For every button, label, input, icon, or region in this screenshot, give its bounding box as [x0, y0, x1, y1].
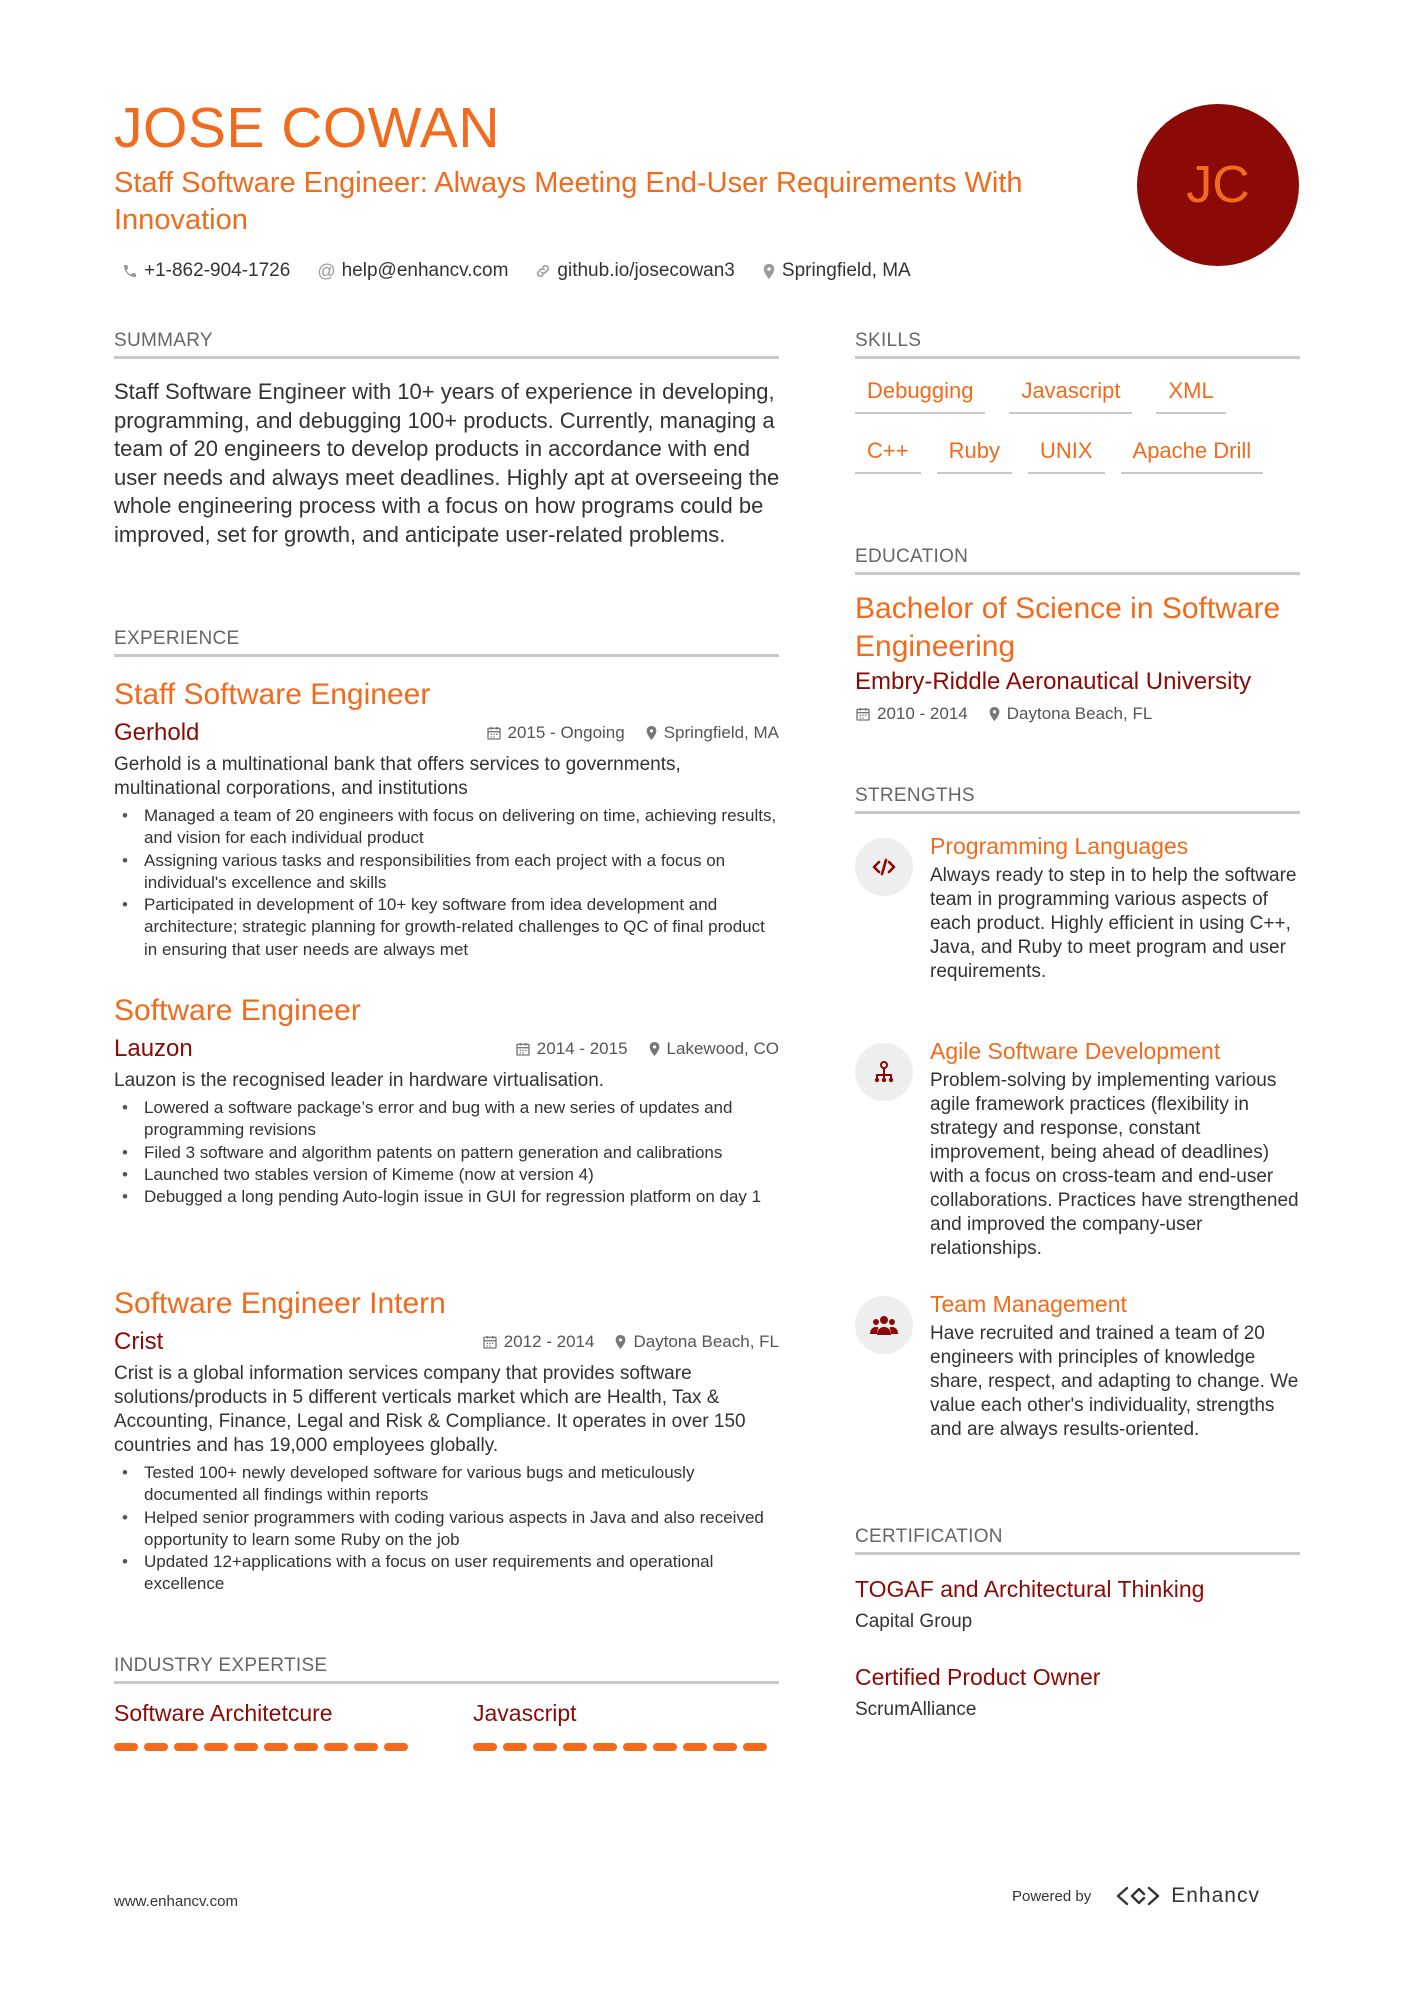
bullet-item: • Lowered a software package’s error and bug with a new series of updates and programming revisions: [114, 1097, 779, 1142]
expertise-level-bar: [114, 1743, 414, 1751]
calendar-icon: [855, 706, 871, 722]
strength-title: Programming Languages: [930, 833, 1189, 859]
skills-list: [855, 378, 1305, 498]
certification-item: [855, 1664, 1305, 1721]
experience-heading: EXPERIENCE: [114, 628, 779, 657]
certification-title: TOGAF and Architectural Thinking: [855, 1576, 1205, 1602]
bullet-item: • Assigning various tasks and responsibilities from each project with a focus on individual's excellence and skills: [114, 850, 779, 895]
calendar-icon: [515, 1041, 531, 1057]
certification-issuer: Capital Group: [855, 1611, 973, 1632]
summary-heading: SUMMARY: [114, 330, 779, 359]
job-title: Software Engineer Intern: [114, 1287, 446, 1320]
level-dot: [324, 1743, 348, 1751]
level-dot: [354, 1743, 378, 1751]
expertise-label: Javascript: [473, 1700, 577, 1726]
job-dates: 2015 - Ongoing: [486, 723, 625, 743]
location-pin-icon: [762, 263, 776, 280]
certification-item: [855, 1576, 1305, 1633]
calendar-icon: [482, 1334, 498, 1350]
job-title: Software Engineer: [114, 994, 361, 1027]
level-dot: [114, 1743, 138, 1751]
company-name: Lauzon: [114, 1035, 193, 1062]
skill-tag: Debugging: [855, 378, 985, 414]
skill-tag: Javascript: [1009, 378, 1132, 414]
school-name: Embry-Riddle Aeronautical University: [855, 668, 1252, 695]
company-name: Crist: [114, 1328, 164, 1355]
bullet-item: • Tested 100+ newly developed software for various bugs and meticulously documented all findings within reports: [114, 1462, 779, 1507]
summary-text: Staff Software Engineer with 10+ years of experience in developing, programming, and debugging 100+ products. Currently, managing a team of 20 engineers to develop products in accordance with end user needs and always meet deadlines. Highly apt at overseeing the whole engineering process with a focus on how programs could be improved, set for growth, and anticipate user-related problems.: [114, 379, 780, 547]
job-location: Daytona Beach, FL: [614, 1332, 779, 1352]
powered-by-label: Powered by: [1012, 1887, 1092, 1905]
industry-expertise-heading: INDUSTRY EXPERTISE: [114, 1655, 779, 1684]
skills-heading: SKILLS: [855, 330, 1300, 359]
email-text: help@enhancv.com: [341, 260, 509, 281]
level-dot: [743, 1743, 767, 1751]
bullet-item: • Launched two stables version of Kimeme (now at version 4): [114, 1164, 779, 1186]
level-dot: [713, 1743, 737, 1751]
skill-tag: Apache Drill: [1121, 438, 1264, 474]
level-dot: [623, 1743, 647, 1751]
certification-title: Certified Product Owner: [855, 1664, 1101, 1690]
phone-text: +1-862-904-1726: [144, 260, 291, 281]
calendar-icon: [486, 725, 502, 741]
bullet-item: • Filed 3 software and algorithm patents on pattern generation and calibrations: [114, 1142, 779, 1164]
contact-email[interactable]: [317, 260, 508, 282]
level-dot: [503, 1743, 527, 1751]
location-pin-icon: [645, 725, 658, 741]
job-bullets: [114, 1462, 779, 1596]
level-dot: [264, 1743, 288, 1751]
expertise-label: Software Architetcure: [114, 1700, 333, 1726]
candidate-name: JOSE COWAN: [114, 96, 501, 160]
bullet-item: • Managed a team of 20 engineers with focus on delivering on time, achieving results, and vision for each individual product: [114, 805, 779, 850]
job-entry: [114, 1286, 779, 1596]
education-heading: EDUCATION: [855, 546, 1300, 575]
brand-logo[interactable]: [1115, 1884, 1260, 1908]
education-location: Daytona Beach, FL: [988, 704, 1153, 724]
job-bullets: [114, 1097, 779, 1208]
job-dates: 2012 - 2014: [482, 1332, 595, 1352]
hierarchy-icon: [855, 1043, 913, 1101]
code-icon: [855, 838, 913, 896]
strengths-heading: STRENGTHS: [855, 785, 1300, 814]
avatar: [1137, 104, 1299, 266]
strength-description: Always ready to step in to help the software team in programming various aspects of each product. Highly efficient in using C++, Java, and Ruby to meet program and user requirements.: [930, 865, 1297, 982]
bullet-item: • Participated in development of 10+ key software from idea development and architecture; strategic planning for growth-related challenges to QC of final product in ensuring that user needs are always met: [114, 894, 779, 961]
certification-heading: CERTIFICATION: [855, 1526, 1300, 1555]
expertise-item: [114, 1700, 414, 1751]
expertise-level-bar: [473, 1743, 773, 1751]
footer-branding: [1012, 1884, 1260, 1908]
degree: Bachelor of Science in Software Engineering: [855, 592, 1281, 663]
company-description: Lauzon is the recognised leader in hardware virtualisation.: [114, 1070, 605, 1091]
skill-tag: C++: [855, 438, 921, 474]
brand-name: Enhancv: [1171, 1884, 1260, 1907]
bullet-item: • Helped senior programmers with coding various aspects in Java and also received opportunity to learn some Ruby on the job: [114, 1507, 779, 1552]
at-icon: @: [317, 260, 336, 281]
bullet-item: • Updated 12+applications with a focus on user requirements and operational excellence: [114, 1551, 779, 1596]
contact-website[interactable]: [535, 260, 734, 282]
level-dot: [473, 1743, 497, 1751]
contact-phone[interactable]: [122, 260, 290, 282]
strength-description: Have recruited and trained a team of 20 engineers with principles of knowledge share, respect, and adapting to change. We value each other's individuality, strengths and are always results-oriented.: [930, 1323, 1299, 1440]
team-icon: [855, 1296, 913, 1354]
job-entry: [114, 993, 779, 1208]
job-title: Staff Software Engineer: [114, 678, 431, 711]
avatar-initials: JC: [1186, 156, 1250, 214]
level-dot: [204, 1743, 228, 1751]
skill-tag: UNIX: [1028, 438, 1105, 474]
level-dot: [384, 1743, 408, 1751]
skill-tag: Ruby: [937, 438, 1012, 474]
education-dates: 2010 - 2014: [855, 704, 968, 724]
location-pin-icon: [648, 1041, 661, 1057]
contact-location: [762, 260, 911, 282]
link-icon: [535, 263, 551, 279]
website-text: github.io/josecowan3: [557, 260, 735, 281]
job-bullets: [114, 805, 779, 961]
location-pin-icon: [988, 706, 1001, 722]
level-dot: [234, 1743, 258, 1751]
footer-website[interactable]: www.enhancv.com: [114, 1893, 238, 1910]
expertise-item: [473, 1700, 773, 1751]
company-description: Gerhold is a multinational bank that offers services to governments, multinational corporations, and institutions: [114, 754, 681, 799]
location-pin-icon: [614, 1334, 627, 1350]
company-name: Gerhold: [114, 719, 200, 746]
bullet-item: • Debugged a long pending Auto-login issue in GUI for regression platform on day 1: [114, 1186, 779, 1208]
phone-icon: [122, 263, 138, 279]
enhancv-logo-icon: [1115, 1885, 1161, 1907]
level-dot: [563, 1743, 587, 1751]
contact-bar: [122, 260, 911, 282]
level-dot: [683, 1743, 707, 1751]
level-dot: [294, 1743, 318, 1751]
level-dot: [174, 1743, 198, 1751]
level-dot: [533, 1743, 557, 1751]
strength-title: Team Management: [930, 1291, 1127, 1317]
job-location: Springfield, MA: [645, 723, 779, 743]
strength-title: Agile Software Development: [930, 1038, 1221, 1064]
job-location: Lakewood, CO: [648, 1039, 779, 1059]
headline: Staff Software Engineer: Always Meeting End-User Requirements With Innovation: [114, 167, 1023, 236]
level-dot: [653, 1743, 677, 1751]
location-text: Springfield, MA: [781, 260, 911, 281]
strength-description: Problem-solving by implementing various agile framework practices (flexibility in strategy and response, constant improvement, being ahead of deadlines) with a focus on cross-team and end-user collaborations. Practices have strengthened and improved the company-user relationships.: [930, 1070, 1299, 1259]
job-dates: 2014 - 2015: [515, 1039, 628, 1059]
level-dot: [144, 1743, 168, 1751]
certification-issuer: ScrumAlliance: [855, 1699, 977, 1720]
job-entry: [114, 677, 779, 961]
education-entry: [855, 590, 1305, 724]
skill-tag: XML: [1156, 378, 1225, 414]
company-description: Crist is a global information services company that provides software solutions/products in 5 different verticals market which are Health, Tax & Accounting, Finance, Legal and Risk & Compliance. It operates in over 150 countries and has 19,000 employees globally.: [114, 1363, 746, 1456]
level-dot: [593, 1743, 617, 1751]
